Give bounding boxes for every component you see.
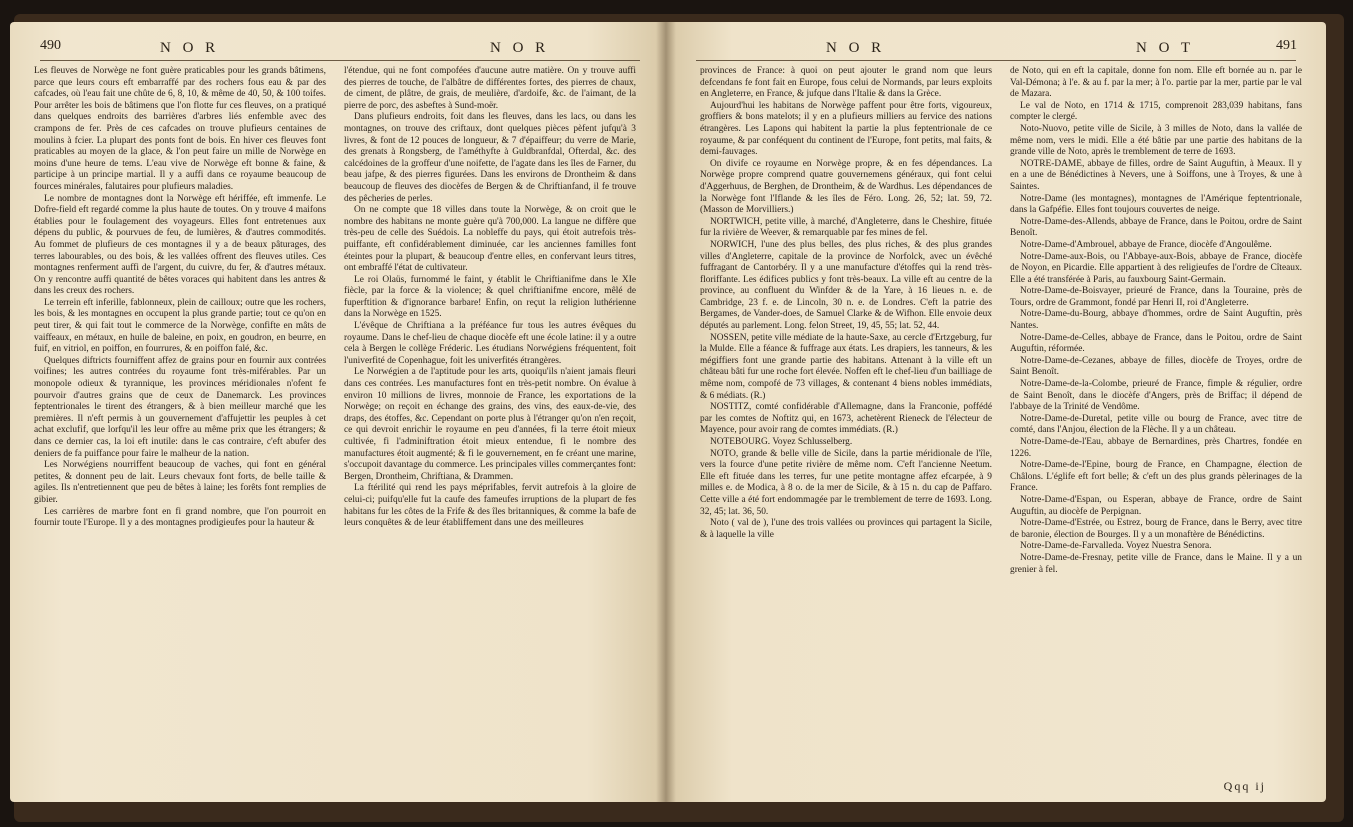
paragraph: Notre-Dame-de-Boisvayer, prieuré de France, dans la Touraine, près de Tours, ordre de Grammont, fondé par Henri II, roi d'Angleterre. <box>1010 286 1302 308</box>
paragraph: Aujourd'hui les habitans de Norwège paffent pour être forts, vigoureux, groffiers & bons matelots; il y en a plufieurs milliers au fervice des nations étrangères. Les Lapons qui habitent la partie la plus feptentrionale de ce royaume, & par conféquent du continent de l'Europe, font petits, mal faits, & demi-fauvages. <box>700 100 992 158</box>
paragraph: NOSTITZ, comté confidérable d'Allemagne, dans la Franconie, poffédé par les comtes de Noftitz qui, en 1673, achetèrent Rieneck de l'électeur de Mayence, pour avoir rang de comtes immédiats. (R.) <box>700 402 992 436</box>
page-number-left: 490 <box>40 38 61 53</box>
paragraph: Le terrein eft inferille, fablonneux, plein de cailloux; outre que les rochers, les bois, & les montagnes en occupent la plus grande partie; tout ce qu'on en peut tirer, & qui fait tout le commerce de la Norwège, confifte en mâts de vaiffeaux, en métaux, en huile de baleine, en poix, en goudron, en beurre, en fuif, en vitriol, en poiffon, en fourrures, & en poiffon falé, &c. <box>34 297 326 355</box>
paragraph: de Noto, qui en eft la capitale, donne fon nom. Elle eft bornée au n. par le Val-Démona; à l'e. & au f. par la mer; à l'o. partie par la mer, partie par le val de Mazara. <box>1010 66 1302 100</box>
running-head-right-2: N O T <box>1136 40 1195 56</box>
page-number-right: 491 <box>1276 38 1297 53</box>
paragraph: Les fleuves de Norwège ne font guère praticables pour les grands bâtimens, parce que leurs cours eft embarraffé par des rochers fous eau & par des cafcades, où l'eau fait une chûte de 6, 8, 10, & même de 40, 50, & 100 toifes. Pour arrêter les bois de bâtimens que l'on flotte fur ces fleuves, on a pratiqué dans quelques endroits des barrières d'arbres liés enfemble avec des crampons de fer. Près de ces cafcades on trouve plufieurs centaines de moulins à fcier. La plupart des ponts font de bois. En hiver ces fleuves font praticables au moyen de la glace, & l'on peut faire un mille de Norwège en moins d'une heure de tems. L'eau vive de Norwège eft bonne & faine, & participe à un principe martial. Il y a auffi dans ce royaume beaucoup de fources minérales, falutaires pour plufieurs maladies. <box>34 66 326 192</box>
left-column-1 <box>34 66 326 530</box>
paragraph: Notre-Dame (les montagnes), montagnes de l'Amérique feptentrionale, dans la Gafpéfie. Elles font toujours couvertes de neige. <box>1010 193 1302 216</box>
paragraph: Notre-Dame-du-Bourg, abbaye d'hommes, ordre de Saint Auguftin, près Nantes. <box>1010 309 1302 332</box>
left-page <box>10 22 666 802</box>
paragraph: L'évêque de Chriftiana a la préféance fur tous les autres évêques du royaume. Dans le chef-lieu de chaque diocèfe eft une école latine: il y a outre cela à Bergen le collège Fréderic. Les étudians Norwégiens fréquentent, foit l'univerfité de Copenhague, foit les univerfités étrangères. <box>344 321 636 366</box>
paragraph: NOTO, grande & belle ville de Sicile, dans la partie méridionale de l'île, vers la fource d'une petite rivière de même nom. C'eft l'ancienne Neetum. Elle eft fituée dans les terres, fur une petite montagne affez efcarpée, à 9 milles e. de Modica, à 8 o. de la mer de Sicile, & à 15 n. du cap de Paffaro. Cette ville a été fort endommagée par le tremblement de terre de 1693. Long. 32, 45; lat. 36, 50. <box>700 448 992 517</box>
paragraph: Notre-Dame-des-Allends, abbaye de France, dans le Poitou, ordre de Saint Benoît. <box>1010 216 1302 239</box>
paragraph: Quelques diftricts fourniffent affez de grains pour en fournir aux contrées voifines; les autres contrées du royaume font très-miférables. Par un monopole odieux & tyrannique, les provinces méridionales n'ofent fe pourvoir d'autres grains que de ceux de Danemarck. Les provinces feptentrionales le tirent des étrangers, & à bien meilleur marché que les premières. Il n'eft permis à un gouvernement d'affujettir les peuples à cet achat exclufif, que lorfqu'il les leur offre au même prix que les étrangers; & dans ce dernier cas, la loi eft inutile: dans le cas contraire, c'eft abufer des deniers de fa puiffance pour faire le malheur de la nation. <box>34 355 326 459</box>
paragraph: Notre-Dame-de-l'Eau, abbaye de Bernardines, près Chartres, fondée en 1226. <box>1010 437 1302 459</box>
paragraph: NOTRE-DAME, abbaye de filles, ordre de Saint Auguftin, à Meaux. Il y en a une de Bénédictines à Nevers, une à Soiffons, une à Troyes, & une à Saintes. <box>1010 158 1302 192</box>
paragraph: Notre-Dame-de-la-Colombe, prieuré de France, fimple & régulier, ordre de Saint Benoît, dans le diocèfe d'Angers, près de Briffac; il dépend de l'abbaye de la Trinité de Vendôme. <box>1010 379 1302 413</box>
paragraph: Notre-Dame-de-Farvalleda. Voyez Nuestra Senora. <box>1020 541 1212 552</box>
paragraph: Le Norwégien a de l'aptitude pour les arts, quoiqu'ils n'aient jamais fleuri dans ces contrées. Les manufactures font en très-petit nombre. On évalue à environ 10 millions de livres, monnoie de France, les exportations de la Norwège; on reçoit en échange des grains, des vins, des eaux-de-vie, des draps, des étoffes, &c. Cependant on porte plus à l'étranger qu'on n'en reçoit, ce qui devroit enrichir le royaume en peu d'années, fi la terre étoit mieux cultivée, fi l'adminiftration étoit mieux entendue, fi le nombre des manufactures étoit augmenté; & fi le gouvernement, en fe créant une marine, s'occupoit davantage du commerce. Les principales villes commerçantes font: Bergen, Drontheim, Chriftiana, & Drammen. <box>344 367 636 482</box>
right-column-1 <box>700 66 992 541</box>
paragraph: NOTEBOURG. Voyez Schlusselberg. <box>710 437 853 447</box>
paragraph: Notre-Dame-d'Estrée, ou Estrez, bourg de France, dans le Berry, avec titre de baronie, élection de Bourges. Il y a un monaftère de Bénédictins. <box>1010 518 1302 540</box>
paragraph: Notre-Dame-aux-Bois, ou l'Abbaye-aux-Bois, abbaye de France, diocèfe de Noyon, en Picardie. Elle appartient à des religieufes de l'ordre de Cîteaux. Elle a été transférée à Paris, au fauxbourg Saint-Germain. <box>1010 251 1302 285</box>
signature-mark: Qqq ij <box>1223 779 1266 793</box>
paragraph: NOSSEN, petite ville médiate de la haute-Saxe, au cercle d'Ertzgeburg, fur la Mulde. Elle a féance & fuffrage aux états. Les drapiers, les tanneurs, & les mégiffiers font une grande partie des habitans. Attenant à la ville eft un château bâti fur une roche fort élevée. Noffen eft le chef-lieu d'un bailliage de même nom, compofé de 73 villages, & contenant 4 biens nobles immédiats, & 6 médiats. (R.) <box>700 332 992 401</box>
left-column-2 <box>344 66 636 530</box>
header-rule <box>696 60 1296 61</box>
paragraph: Les carrières de marbre font en fi grand nombre, que l'on pourroit en fournir toute l'Europe. Il y a des montagnes prodigieufes pour la hauteur & <box>34 506 326 529</box>
paragraph: Noto-Nuovo, petite ville de Sicile, à 3 milles de Noto, dans la vallée de même nom, vers le midi. Elle a été bâtie par une partie des habitans de la grande ville de Noto, après le tremblement de terre de 1693. <box>1010 123 1302 158</box>
paragraph: Noto ( val de ), l'une des trois vallées ou provinces qui partagent la Sicile, & à laquelle la ville <box>700 518 992 540</box>
paragraph: NORWICH, l'une des plus belles, des plus riches, & des plus grandes villes d'Angleterre, capitale de la province de Norfolck, avec un évêché fuffragant de Cantorbéry. Il y a une manufacture d'étoffes qui la rend très-floriffante. Les édifices publics y font très-beaux. La ville eft au centre de la province, au confluent du Winfder & de la Yare, à 16 lieues n. e. de Cambridge, 23 f. e. de Lincoln, 30 n. e. de Londres. C'eft la patrie des Bergames, de Vander-does, de Samuel Clarke & de Wifhon. Elle envoie deux députés au parlement. Long. felon Street, 19, 45, 55; lat. 52, 44. <box>700 239 992 332</box>
book-gutter <box>656 22 676 802</box>
running-head-left-2: N O R <box>490 40 550 56</box>
paragraph: On ne compte que 18 villes dans toute la Norwège, & on croit que le nombre des habitans ne monte guère qu'à 700,000. La langue ne diffère que très-peu de celle des Suédois. La nobleffe du pays, qui étoit autrefois très-puiffante, eft confidérablement diminuée, car les anciennes familles font éteintes pour la plupart, & beaucoup d'entre elles, en confervant leurs titres, ont embraffé l'état de cultivateur. <box>344 205 636 274</box>
paragraph: provinces de France: à quoi on peut ajouter le grand nom que leurs defcendans fe font fait en Europe, fous celui de Normands, par leurs exploits en Angleterre, en France, & jufque dans l'Italie & dans la Grèce. <box>700 66 992 100</box>
running-head-right-1: N O R <box>826 40 886 56</box>
paragraph: Notre-Dame-de-Cezanes, abbaye de filles, diocèfe de Troyes, ordre de Saint Benoît. <box>1010 355 1302 378</box>
right-page <box>666 22 1326 802</box>
paragraph: NORTWICH, petite ville, à marché, d'Angleterre, dans le Cheshire, fituée fur la rivière de Weever, & remarquable par fes mines de fel. <box>700 216 992 239</box>
paragraph: Notre-Dame-de-l'Epine, bourg de France, en Champagne, élection de Châlons. L'églife eft fort belle; & c'eft un des plus grands pèlerinages de la France. <box>1010 460 1302 494</box>
right-column-2 <box>1010 66 1302 576</box>
paragraph: Notre-Dame-d'Espan, ou Esperan, abbaye de France, ordre de Saint Auguftin, au diocèfe de Perpignan. <box>1010 494 1302 517</box>
header-rule <box>40 60 640 61</box>
paragraph: l'étendue, qui ne font compofées d'aucune autre matière. On y trouve auffi des pierres de touche, de l'albâtre de différentes fortes, des pierres de chaux, de ciment, de plâtre, de grais, de meulière, d'ardoife, &c. de l'aimant, de la pierre de porc, des asbeftes à Sund-moër. <box>344 66 636 111</box>
paragraph: La ftérilité qui rend les pays méprifables, fervit autrefois à la gloire de celui-ci; puifqu'elle fut la caufe des fameufes irruptions de la plupart de fes habitans fur les côtes de la Frife & des îles britanniques, & comme la bafe de leurs conquêtes & de leur établiffement dans une des meilleures <box>344 483 636 529</box>
paragraph: Notre-Dame-de-Celles, abbaye de France, dans le Poitou, ordre de Saint Auguftin, réformée. <box>1010 332 1302 355</box>
paragraph: Le val de Noto, en 1714 & 1715, comprenoit 283,039 habitans, fans compter le clergé. <box>1010 100 1302 123</box>
running-head-left-1: N O R <box>160 40 220 56</box>
paragraph: Le roi Olaüs, furnommé le faint, y établit le Chriftianifme dans le XIe fiècle, par la force & la violence; & quel chriftianifme encore, mêlé de fuperftition & d'ignorance barbare! Enfin, on reçut la religion luthérienne dans la Norwège en 1525. <box>344 274 636 320</box>
paragraph: Notre-Dame-d'Ambrouel, abbaye de France, diocèfe d'Angoulême. <box>1020 239 1272 250</box>
paragraph: Notre-Dame-de-Fresnay, petite ville de France, dans le Maine. Il y a un grenier à fel. <box>1010 552 1302 575</box>
paragraph: Dans plufieurs endroits, foit dans les fleuves, dans les lacs, ou dans les montagnes, on trouve des criftaux, dont quelques pièces pèfent jufqu'à 3 livres, & font de 12 pouces de longueur, & 7 d'épaiffeur; du verre de Marie, des grenats à Rongsberg, de l'améthyfte à Guldbranfdal, Ofterdal, &c. des calcédoines de la groffeur d'une noifette, de l'agate dans les îles de Farner, du beau jafpe, & des pierres figurées. Dans les environs de Drontheim & dans beaucoup de fleuves des diocèfes de Bergen & de Chriftianfand, il fe trouve des pêcheries de perles. <box>344 112 636 204</box>
paragraph: On divife ce royaume en Norwège propre, & en fes dépendances. La Norwège propre comprend quatre gouvernemens généraux, qui font celui d'Aggerhuus, de Berghen, de Drontheim, & de Wardhus. Les dépendances de la Norwège font l'Iflande & les îles de Féro. Long. 26, 52; lat. 59, 72. (Masson de Morvilliers.) <box>700 158 992 216</box>
paragraph: Le nombre de montagnes dont la Norwège eft hériffée, eft immenfe. Le Dofre-field eft regardé comme la plus haute de toutes. On y trouve 4 maifons établies pour le foulagement des voyageurs. Elles font entretenues aux dépens du public, & pourvues de feu, de lumières, & d'autres commodités. Au fommet de plufieurs de ces montagnes il y a de beaux pâturages, des terres labourables, ou des bois, & les vallées offrent des fleuves utiles. Ces montagnes renferment auffi de l'argent, du cuivre, du fer, & d'autres métaux. On y rencontre auffi quantité de bêtes voraces qui habitent dans les antres & dans les creux des rochers. <box>34 193 326 297</box>
paragraph: Les Norwégiens nourriffent beaucoup de vaches, qui font en général petites, & donnent peu de lait. Leurs chevaux font forts, de belle taille & agiles. Ils n'entretiennent que peu de bêtes à laine; les forêts font remplies de gibier. <box>34 460 326 505</box>
paragraph: Notre-Dame-de-Duretal, petite ville ou bourg de France, avec titre de comté, dans l'Anjou, élection de la Flèche. Il y a un château. <box>1010 413 1302 436</box>
